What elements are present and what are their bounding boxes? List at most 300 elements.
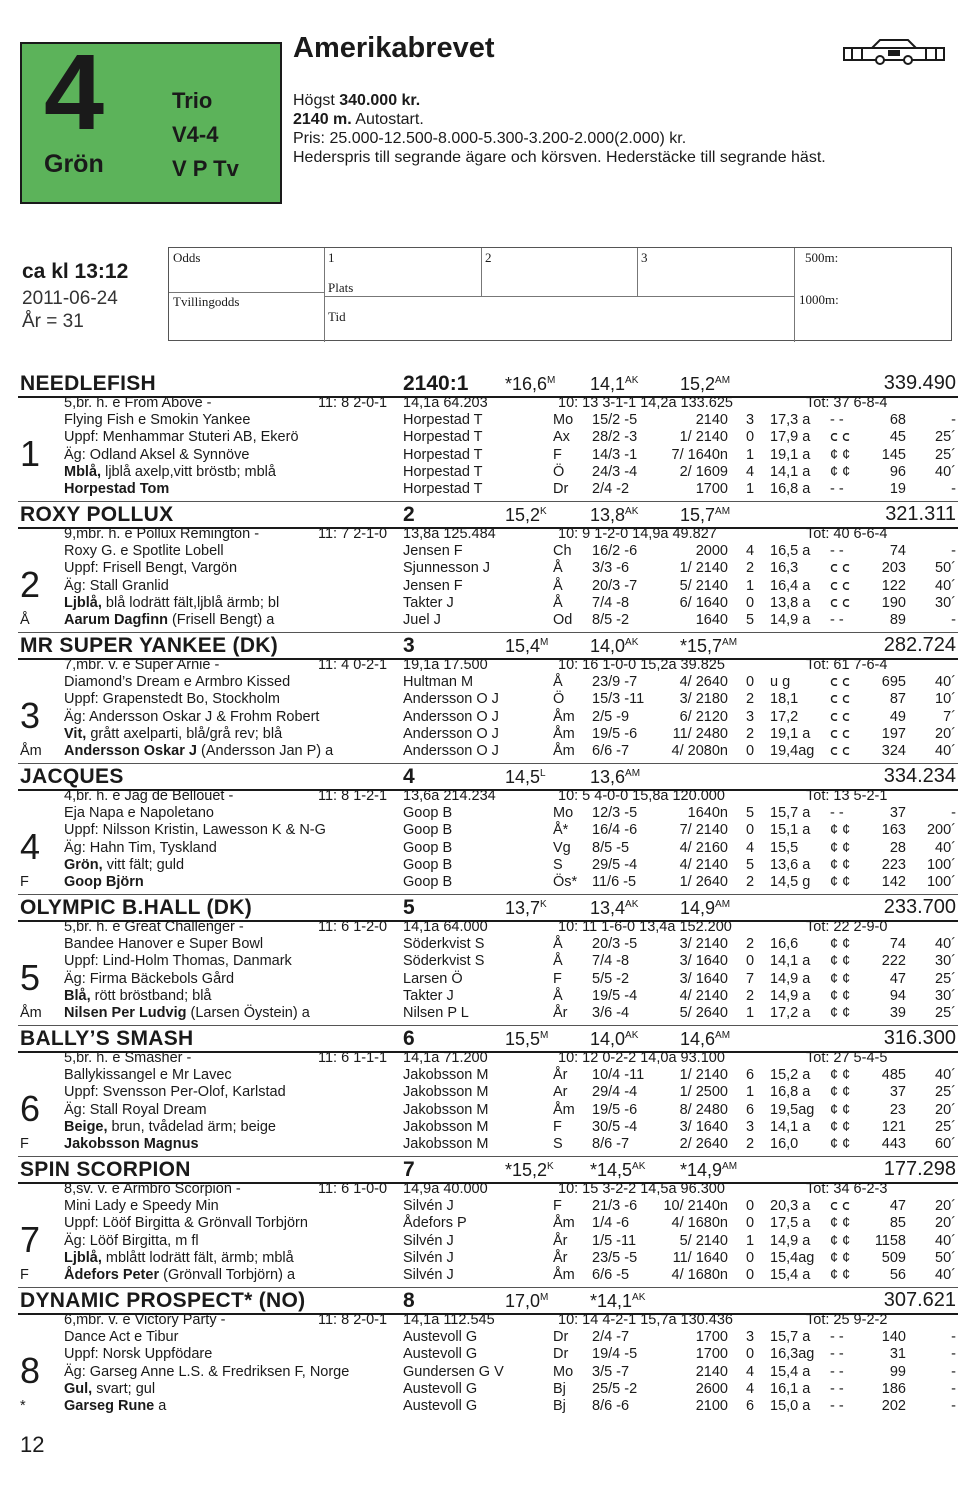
start-prize: 25´ (935, 970, 956, 987)
horse-info-row (0, 988, 960, 1005)
start-driver: Söderkvist S (403, 936, 485, 953)
start-distance: 5/ 2140 (679, 1232, 728, 1249)
start-distance: 1640n (687, 805, 728, 822)
start-place: 5 (746, 856, 755, 873)
start-track: Åm (553, 1101, 575, 1118)
start-place: 3 (746, 1329, 755, 1346)
horse-info-row (0, 936, 960, 953)
start-track: Å (553, 674, 563, 691)
year-stats: 11: 6 1-1-1 (318, 1050, 388, 1066)
start-shoes: ⅽ ⅽ (830, 429, 850, 446)
start-track: Å (553, 577, 563, 594)
start-prize: 40´ (935, 839, 956, 856)
start-prize: 25´ (935, 1118, 956, 1135)
start-place: 2 (746, 725, 755, 742)
start-odds: 324 (881, 743, 906, 759)
start-place: 7 (746, 970, 755, 987)
start-odds: 23 (889, 1101, 906, 1118)
start-prize: 50´ (935, 560, 956, 577)
start-odds: 186 (881, 1380, 906, 1397)
start-prize: - (951, 1363, 956, 1380)
start-shoes: ¢ ¢ (830, 822, 851, 839)
start-time: 16,6 (770, 936, 799, 953)
start-time: 14,1 a (770, 953, 811, 970)
start-place: 4 (746, 1363, 755, 1380)
start-time: 15,7 a (770, 805, 811, 822)
start-date: 16/4 -6 (592, 822, 638, 839)
start-odds: 87 (889, 691, 906, 708)
start-date: 29/4 -4 (592, 1084, 638, 1101)
start-shoes: - - (830, 1329, 844, 1346)
horse-info-row (0, 709, 960, 726)
prev-year-stats: 10: 12 0-2-2 14,0a 93.100 (558, 1050, 725, 1066)
horse-info-text: Äg: Stall Royal Dream (64, 1101, 207, 1118)
start-distance: 4/ 2140 (679, 856, 728, 873)
start-distance: 2140 (695, 412, 728, 429)
year-record: 14,1a 64.000 (403, 919, 488, 935)
record-time: $13,6^{AM}$ (590, 767, 641, 787)
start-shoes: ⅽ ⅽ (830, 577, 850, 594)
start-odds: 19 (889, 481, 906, 497)
start-time: 14,5 g (770, 874, 811, 890)
horse-info-text: Uppf: Lind-Holm Thomas, Danmark (64, 953, 292, 970)
record-time: $*15,2^K$ (505, 1160, 554, 1180)
horse-info-text: Roxy G. e Spotlite Lobell (64, 543, 224, 560)
earnings: 334.234 (883, 765, 956, 787)
start-date: 7/4 -8 (592, 594, 630, 611)
start-track: Å (553, 594, 563, 611)
start-odds: 39 (889, 1005, 906, 1021)
horse-info-row (0, 1233, 960, 1250)
record-time: $15,2^{AM}$ (680, 374, 731, 394)
start-date: 3/6 -4 (592, 1005, 630, 1021)
start-time: 16,8 a (770, 481, 811, 497)
start-date: 23/9 -7 (592, 674, 638, 691)
horse-info-text: Ballykissangel e Mr Lavec (64, 1067, 232, 1084)
horse-info-text: Nilsen Per Ludvig (Larsen Öystein) a (64, 1005, 310, 1021)
start-odds: 45 (889, 429, 906, 446)
start-shoes: ¢ ¢ (830, 463, 851, 480)
start-place: 2 (746, 936, 755, 953)
start-date: 8/5 -2 (592, 612, 630, 628)
horse-info-row (0, 526, 960, 543)
year-record: 13,6a 214.234 (403, 788, 496, 804)
start-time: 15,4 a (770, 1267, 811, 1283)
start-odds: 85 (889, 1215, 906, 1232)
start-track: Åm (553, 743, 575, 759)
record-time: $13,8^{AK}$ (590, 505, 639, 525)
start-place: 1 (746, 1084, 755, 1101)
start-shoes: ¢ ¢ (830, 1067, 851, 1084)
horse-info-row (0, 874, 960, 891)
horse-separator (18, 1025, 958, 1026)
start-distance: 4/ 2080n (671, 743, 728, 759)
start-time: ca kl 13:12 (22, 260, 129, 283)
start-driver: Nilsen P L (403, 1005, 469, 1021)
start-driver: Austevoll G (403, 1346, 478, 1363)
horse-info-text: Äg: Stall Granlid (64, 577, 169, 594)
start-shoes: ¢ ¢ (830, 1084, 851, 1101)
start-odds: 68 (889, 412, 906, 429)
1000m-label: 1000m: (799, 292, 839, 307)
horse-info-text: Beige, brun, tvådelad ärm; beige (64, 1118, 276, 1135)
start-date: 20/3 -5 (592, 936, 638, 953)
horse-info-text: Aarum Dagfinn (Frisell Bengt) a (64, 612, 275, 628)
horse-info-row (0, 1381, 960, 1398)
horse-info-row (0, 1346, 960, 1363)
horse-info-row (0, 971, 960, 988)
race-title: Amerikabrevet (293, 32, 495, 64)
start-shoes: ¢ ¢ (830, 839, 851, 856)
horse-info-row (0, 953, 960, 970)
start-odds: 28 (889, 839, 906, 856)
horse-info-text: Uppf: Svensson Per-Olof, Karlstad (64, 1084, 286, 1101)
start-date: 2/4 -7 (592, 1329, 630, 1346)
horse-separator (18, 632, 958, 633)
start-odds: 31 (889, 1346, 906, 1363)
start-driver: Austevoll G (403, 1380, 478, 1397)
twin-odds-label: Tvillingodds (173, 294, 240, 309)
horse-info-row (0, 1267, 960, 1284)
start-track: S (553, 1136, 563, 1152)
start-track: Ax (553, 429, 570, 446)
start-driver: Jakobsson M (403, 1101, 489, 1118)
start-date: 2/5 -9 (592, 708, 630, 725)
start-place: 1 (746, 446, 755, 463)
start-date: 5/5 -2 (592, 970, 630, 987)
start-shoes: ¢ ¢ (830, 856, 851, 873)
start-track: Å* (553, 822, 569, 839)
start-track: Bj (553, 1380, 566, 1397)
start-shoes: - - (830, 543, 844, 560)
start-track: Dr (553, 1329, 569, 1346)
start-track: Ch (553, 543, 572, 560)
start-odds: 203 (881, 560, 906, 577)
start-time: 13,6 a (770, 856, 811, 873)
start-driver: Andersson O J (403, 725, 499, 742)
horse-separator (18, 501, 958, 502)
horse-info-text: 9,mbr. h. e Pollux Remington - (64, 526, 260, 542)
total-stats: Tot: 25 9-2-2 (806, 1312, 888, 1328)
horse-info-text: Eja Napa e Napoletano (64, 805, 214, 822)
start-driver: Jakobsson M (403, 1118, 489, 1135)
start-prize: 30´ (935, 594, 956, 611)
record-time: $15,2^K$ (505, 505, 547, 525)
start-odds: 47 (889, 970, 906, 987)
start-prize: - (951, 1346, 956, 1363)
start-time: 15,0 a (770, 1398, 811, 1414)
start-track: S (553, 856, 563, 873)
start-time: 19,1 a (770, 446, 811, 463)
horse-name: ROXY POLLUX (20, 503, 174, 526)
earnings: 282.724 (883, 634, 956, 656)
horse-separator (18, 894, 958, 895)
start-place: 1 (746, 1005, 755, 1021)
horse-number: 6 (20, 1088, 41, 1129)
start-date: 10/4 -11 (592, 1067, 645, 1084)
start-time: 15,1 a (770, 822, 811, 839)
start-time: 17,2 (770, 708, 799, 725)
start-place: 0 (746, 1249, 755, 1266)
start-time: 15,7 a (770, 1329, 811, 1346)
horse-info-text: Blå, rött bröstband; blå (64, 987, 212, 1004)
start-prize: 25´ (935, 429, 956, 446)
start-distance: 4/ 1680n (671, 1215, 728, 1232)
prev-year-stats: 10: 15 3-2-2 14,5a 96.300 (558, 1181, 725, 1197)
horse-separator (18, 1156, 958, 1157)
start-date: 8/5 -5 (592, 839, 630, 856)
horse-info-row (0, 1067, 960, 1084)
trainer-location-mark: F (20, 1267, 29, 1283)
horse-info-row (0, 1329, 960, 1346)
start-shoes: ¢ ¢ (830, 1249, 851, 1266)
start-time: 17,9 a (770, 429, 811, 446)
start-driver: Jensen F (403, 543, 463, 560)
horse-name: NEEDLEFISH (20, 372, 157, 395)
horse-info-text: Äg: Firma Bäckebols Gård (64, 970, 235, 987)
start-distance: 7/ 2140 (679, 822, 728, 839)
start-time: 17,5 a (770, 1215, 811, 1232)
year-stats: 11: 6 1-0-0 (318, 1181, 388, 1197)
race-info-line: Högst 340.000 kr. (293, 92, 421, 109)
horse-info-text: Goop Björn (64, 874, 144, 890)
start-shoes: - - (830, 1380, 844, 1397)
page-number: 12 (20, 1432, 45, 1457)
start-shoes: - - (830, 412, 844, 429)
start-track: F (553, 970, 562, 987)
start-place: 4 (746, 463, 755, 480)
horse-info-row (0, 743, 960, 760)
horse-info-row (0, 1181, 960, 1198)
start-odds: 163 (881, 822, 906, 839)
start-time: 16,0 (770, 1136, 799, 1152)
start-place: 6 (746, 1398, 755, 1414)
start-prize: 7´ (943, 708, 956, 725)
start-prize: 200´ (926, 822, 956, 839)
start-place: 2 (746, 560, 755, 577)
start-shoes: ¢ ¢ (830, 446, 851, 463)
horse-info-text: Jakobsson Magnus (64, 1136, 199, 1152)
start-driver: Sjunnesson J (403, 560, 491, 577)
year-stats: 11: 8 2-0-1 (318, 1312, 388, 1328)
start-shoes: - - (830, 1398, 844, 1414)
earnings: 316.300 (883, 1027, 956, 1049)
start-date: 1/4 -6 (592, 1215, 630, 1232)
horse-name: DYNAMIC PROSPECT* (NO) (20, 1289, 306, 1312)
start-distance: 6/ 1640 (679, 594, 728, 611)
horse-info-row (0, 1005, 960, 1022)
odds-box (168, 247, 952, 341)
horse-info-row (0, 726, 960, 743)
start-date: 7/4 -8 (592, 953, 630, 970)
horse-info-text: Mblå, ljblå axelp,vitt bröstb; mblå (64, 463, 276, 480)
horse-info-row (0, 447, 960, 464)
prev-year-stats: 10: 16 1-0-0 15,2a 39.825 (558, 657, 725, 673)
horse-info-row (0, 412, 960, 429)
place-2-label: 2 (485, 250, 492, 265)
start-distance: 7/ 1640n (671, 446, 728, 463)
start-time: 14,9 a (770, 612, 811, 628)
start-prize: 20´ (935, 1215, 956, 1232)
start-prize: - (951, 1398, 956, 1414)
horse-info-text: 7,mbr. v. e Super Arnie - (64, 657, 220, 673)
start-driver: Goop B (403, 822, 453, 839)
start-shoes: ¢ ¢ (830, 970, 851, 987)
year-record: 14,1a 112.545 (403, 1312, 495, 1328)
start-place: 5 (746, 805, 755, 822)
start-driver: Takter J (403, 594, 454, 611)
year-stats: 11: 8 1-2-1 (318, 788, 388, 804)
start-prize: - (951, 1380, 956, 1397)
start-distance: 2000 (695, 543, 728, 560)
start-place: 0 (746, 743, 755, 759)
start-odds: 96 (889, 463, 906, 480)
start-time: 19,4ag (770, 743, 815, 759)
horse-number: 8 (20, 1350, 41, 1391)
start-driver: Horpestad T (403, 446, 483, 463)
start-place: 0 (746, 953, 755, 970)
start-date: 15/2 -5 (592, 412, 638, 429)
start-odds: 202 (881, 1398, 906, 1414)
start-distance: 1/ 2140 (679, 429, 728, 446)
horse-info-row (0, 1215, 960, 1232)
trainer-location-mark: F (20, 874, 29, 890)
time-label: Tid (328, 309, 346, 324)
500m-label: 500m: (805, 250, 839, 265)
start-distance: 3/ 1640 (679, 970, 728, 987)
horse-info-row (0, 1050, 960, 1067)
horse-info-text: Flying Fish e Smokin Yankee (64, 412, 251, 429)
horse-info-text: 8,sv. v. e Armbro Scorpion - (64, 1181, 241, 1197)
start-place: 1 (746, 481, 755, 497)
start-shoes: ⅽ ⅽ (830, 1198, 850, 1215)
start-date: 6/6 -7 (592, 743, 630, 759)
start-track: År (553, 1067, 568, 1084)
total-stats: Tot: 40 6-6-4 (806, 526, 888, 542)
start-shoes: - - (830, 1363, 844, 1380)
start-date: 23/5 -5 (592, 1249, 638, 1266)
start-odds: 1158 (874, 1232, 906, 1249)
start-distance: 1/ 2640 (679, 874, 728, 890)
start-date: 20/3 -7 (592, 577, 638, 594)
horse-info-row (0, 1198, 960, 1215)
horse-info-text: Ådefors Peter (Grönvall Torbjörn) a (64, 1267, 296, 1283)
horse-name: MR SUPER YANKEE (DK) (20, 634, 279, 657)
start-distance: 1700 (695, 1346, 728, 1363)
start-shoes: - - (830, 481, 844, 497)
horse-info-row (0, 560, 960, 577)
horse-info-text: Horpestad Tom (64, 481, 170, 497)
horse-info-text: 5,br. h. e Smasher - (64, 1050, 192, 1066)
horse-info-text: Uppf: Norsk Uppfödare (64, 1346, 213, 1363)
start-distance: 4/ 2160 (679, 839, 728, 856)
start-distance: 1640 (695, 612, 728, 628)
horse-info-text: Dance Act e Tibur (64, 1329, 179, 1346)
start-odds: 37 (889, 1084, 906, 1101)
start-date: 6/6 -5 (592, 1267, 630, 1283)
horse-info-row (0, 674, 960, 691)
start-driver: Gundersen G V (403, 1363, 504, 1380)
start-place: 0 (746, 429, 755, 446)
total-stats: Tot: 37 6-8-4 (806, 395, 888, 411)
horse-info-text: Uppf: Menhammar Stuteri AB, Ekerö (64, 429, 299, 446)
start-driver: Horpestad T (403, 429, 483, 446)
prev-year-stats: 10: 11 1-6-0 13,4a 152.200 (558, 919, 732, 935)
total-stats: Tot: 22 2-9-0 (806, 919, 888, 935)
start-track: Dr (553, 1346, 569, 1363)
start-distance: 4/ 2640 (679, 674, 728, 691)
horse-info-row (0, 481, 960, 498)
start-distance: 1700 (695, 1329, 728, 1346)
start-place: 4 (746, 839, 755, 856)
start-odds: 223 (881, 856, 906, 873)
total-stats: Tot: 13 5-2-1 (806, 788, 888, 804)
start-time: 15,2 a (770, 1067, 811, 1084)
start-shoes: ¢ ¢ (830, 1215, 851, 1232)
horse-number: 1 (20, 433, 41, 474)
start-shoes: ¢ ¢ (830, 936, 851, 953)
horse-info-row (0, 578, 960, 595)
start-distance: 11/ 2480 (672, 725, 728, 742)
start-track: Å (553, 987, 563, 1004)
start-time: 16,1 a (770, 1380, 811, 1397)
start-track: Ö (553, 691, 565, 708)
start-time: 17,3 a (770, 412, 811, 429)
record-time: $*14,9^{AM}$ (680, 1160, 738, 1180)
year-record: 14,1a 71.200 (403, 1050, 488, 1066)
start-prize: 40´ (935, 743, 956, 759)
start-prize: - (951, 805, 956, 822)
post-position: 4 (403, 765, 415, 788)
start-track: År (553, 1232, 568, 1249)
post-position: 2 (403, 503, 415, 526)
start-track: Å (553, 560, 563, 577)
start-place: 4 (746, 543, 755, 560)
start-shoes: ⅽ ⅽ (830, 708, 850, 725)
start-time: 14,1 a (770, 463, 811, 480)
start-odds: 485 (881, 1067, 906, 1084)
total-stats: Tot: 61 7-6-4 (806, 657, 888, 673)
horse-info-text: Äg: Garseg Anne L.S. & Fredriksen F, Norge (64, 1363, 350, 1380)
horse-info-text: 5,br. h. e Great Challenger - (64, 919, 244, 935)
horse-number: 7 (20, 1219, 41, 1260)
earnings: 177.298 (883, 1158, 956, 1180)
start-date: 8/6 -7 (592, 1136, 630, 1152)
start-odds: 222 (881, 953, 906, 970)
start-prize: 40´ (935, 1267, 956, 1283)
start-odds: 37 (889, 805, 906, 822)
horse-info-text: Äg: Hahn Tim, Tyskland (64, 839, 217, 856)
horse-info-text: Mini Lady e Speedy Min (64, 1198, 219, 1215)
start-odds: 89 (889, 612, 906, 628)
start-date: 19/4 -5 (592, 1346, 638, 1363)
start-distance: 2140 (695, 1363, 728, 1380)
start-driver: Silvén J (403, 1232, 454, 1249)
start-track: Vg (553, 839, 571, 856)
horse-info-row (0, 919, 960, 936)
start-distance: 2/ 1609 (679, 463, 728, 480)
start-odds: 56 (889, 1267, 906, 1283)
start-place: 0 (746, 1267, 755, 1283)
start-prize: 10´ (935, 691, 956, 708)
start-prize: 40´ (935, 936, 956, 953)
start-prize: - (951, 1329, 956, 1346)
horse-info-row (0, 595, 960, 612)
start-date: 14/3 -1 (592, 446, 638, 463)
start-prize: 50´ (935, 1249, 956, 1266)
start-place: 2 (746, 1136, 755, 1152)
start-track: Åm (553, 1267, 575, 1283)
